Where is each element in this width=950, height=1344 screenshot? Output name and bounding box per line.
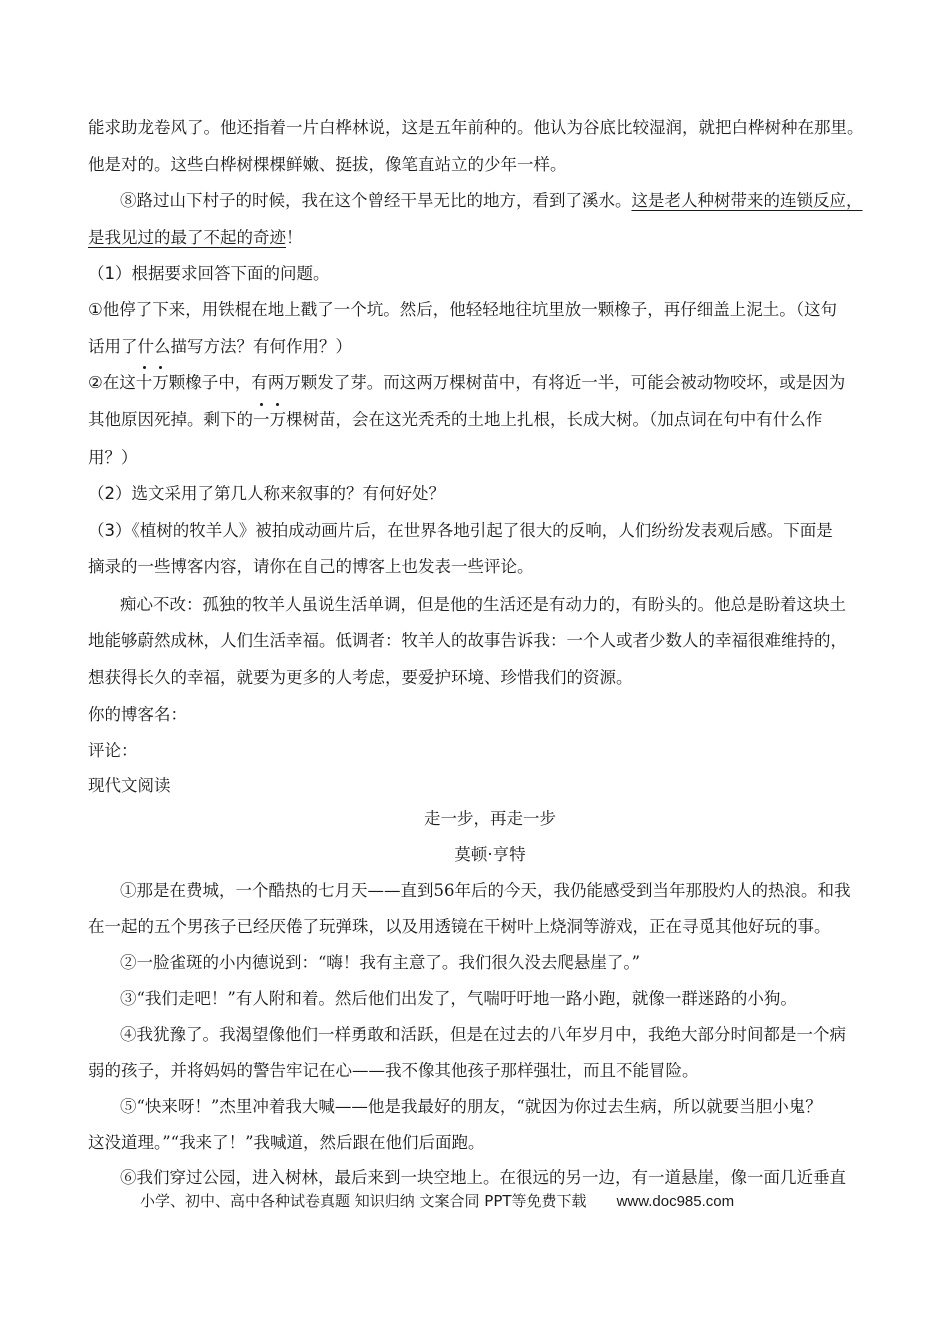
article-paragraph-line: ⑤“快来呀！”杰里冲着我大喊——他是我最好的朋友，“就因为你过去生病，所以就要当胆小鬼？ — [120, 1097, 822, 1116]
blog-excerpt-line: 痴心不改：孤独的牧羊人虽说生活单调，但是他的生活还是有动力的，有盼头的。他总是盼着这块土 — [120, 595, 846, 614]
blog-excerpt-line: 地能够蔚然成林，人们生活幸福。低调者：牧羊人的故事告诉我：一个人或者少数人的幸福很难维持的， — [88, 631, 847, 650]
text-span: ②在这 — [88, 373, 136, 392]
paragraph-8-text: ！ — [286, 228, 303, 247]
emphasis-dot-char: 一 — [253, 410, 270, 429]
emphasis-dot-char: 十 — [135, 373, 153, 392]
emphasis-dot-char: 万 — [152, 373, 169, 392]
page-footer — [140, 1191, 840, 1212]
article-paragraph-line: ③“我们走吧！”有人附和着。然后他们出发了，气喘吁吁地一路小跑，就像一群迷路的小狗。 — [120, 989, 797, 1008]
article-title: 走一步，再走一步 — [424, 809, 556, 828]
question-3-line: （3）《植树的牧羊人》被拍成动画片后，在世界各地引起了很大的反响，人们纷纷发表观后感。下面是 — [88, 521, 833, 540]
passage-line: 他是对的。这些白桦树棵棵鲜嫩、挺拔，像笔直站立的少年一样。 — [88, 155, 567, 174]
article-paragraph-line: ①那是在费城，一个酷热的七月天——直到56年后的今天，我仍能感受到当年那股灼人的热浪。和我 — [120, 881, 851, 900]
blog-excerpt-line: 想获得长久的幸福，就要为更多的人考虑，要爱护环境、珍惜我们的资源。 — [88, 668, 633, 687]
article-paragraph-line: ②一脸雀斑的小内德说到：“嗨！我有主意了。我们很久没去爬悬崖了。” — [120, 953, 641, 972]
comment-label: 评论： — [88, 741, 138, 760]
text-span: 棵树苗，会在这光秃秃的土地上扎根，长成大树。（加点词在句中有什么作 — [286, 410, 823, 429]
underlined-sentence: 是我见过的最了不起的奇迹 — [88, 228, 286, 247]
section-heading: 现代文阅读 — [88, 776, 171, 795]
question-1a-line: ①他停了下来，用铁棍在地上戳了一个坑。然后，他轻轻地往坑里放一颗橡子，再仔细盖上泥土。（这句 — [88, 300, 838, 319]
article-paragraph-line: 弱的孩子，并将妈妈的警告牢记在心——我不像其他孩子那样强壮，而且不能冒险。 — [88, 1061, 699, 1080]
paragraph-8-line — [88, 227, 868, 249]
article-paragraph-line: 在一起的五个男孩子已经厌倦了玩弹珠，以及用透镜在干树叶上烧洞等游戏，正在寻觅其他好玩的事。 — [88, 917, 831, 936]
underlined-sentence: 这是老人种树带来的连锁反应， — [631, 191, 863, 210]
blog-name-label: 你的博客名： — [88, 705, 187, 724]
article-paragraph-line: ⑥我们穿过公园，进入树林，最后来到一块空地上。在很远的另一边，有一道悬崖，像一面几近垂直 — [120, 1168, 846, 1187]
text-span: 颗橡子中，有两万颗发了芽。而这两万棵树苗中，有将近一半，可能会被动物咬坏，或是因为 — [168, 373, 846, 392]
question-2: （2）选文采用了第几人称来叙事的？有何好处？ — [88, 484, 445, 503]
question-1b-line: 用？） — [88, 448, 138, 467]
text-span: 其他原因死掉。剩下的 — [88, 410, 253, 429]
question-1: （1）根据要求回答下面的问题。 — [88, 264, 330, 283]
question-3-line: 摘录的一些博客内容，请你在自己的博客上也发表一些评论。 — [88, 557, 534, 576]
question-1b-line — [88, 372, 868, 394]
question-1b-line — [88, 409, 868, 431]
question-1a-line: 话用了什么描写方法？有何作用？） — [88, 337, 352, 356]
paragraph-8-line — [120, 190, 868, 212]
paragraph-8-text: ⑧路过山下村子的时候，我在这个曾经干旱无比的地方，看到了溪水。 — [120, 191, 632, 210]
emphasis-dot-char: 万 — [269, 410, 286, 429]
article-paragraph-line: ④我犹豫了。我渴望像他们一样勇敢和活跃，但是在过去的八年岁月中，我绝大部分时间都是一个病 — [120, 1025, 846, 1044]
article-author: 莫顿·亨特 — [454, 845, 526, 864]
passage-line: 能求助龙卷风了。他还指着一片白桦林说，这是五年前种的。他认为谷底比较湿润，就把白桦树种在那里。 — [88, 118, 864, 137]
footer-url-link[interactable]: www.doc985.com — [616, 1193, 735, 1210]
footer-text: 小学、初中、高中各种试卷真题 知识归纳 文案合同 PPT等免费下载 — [140, 1192, 587, 1210]
article-paragraph-line: 这没道理。”“我来了！”我喊道，然后跟在他们后面跑。 — [88, 1133, 485, 1152]
